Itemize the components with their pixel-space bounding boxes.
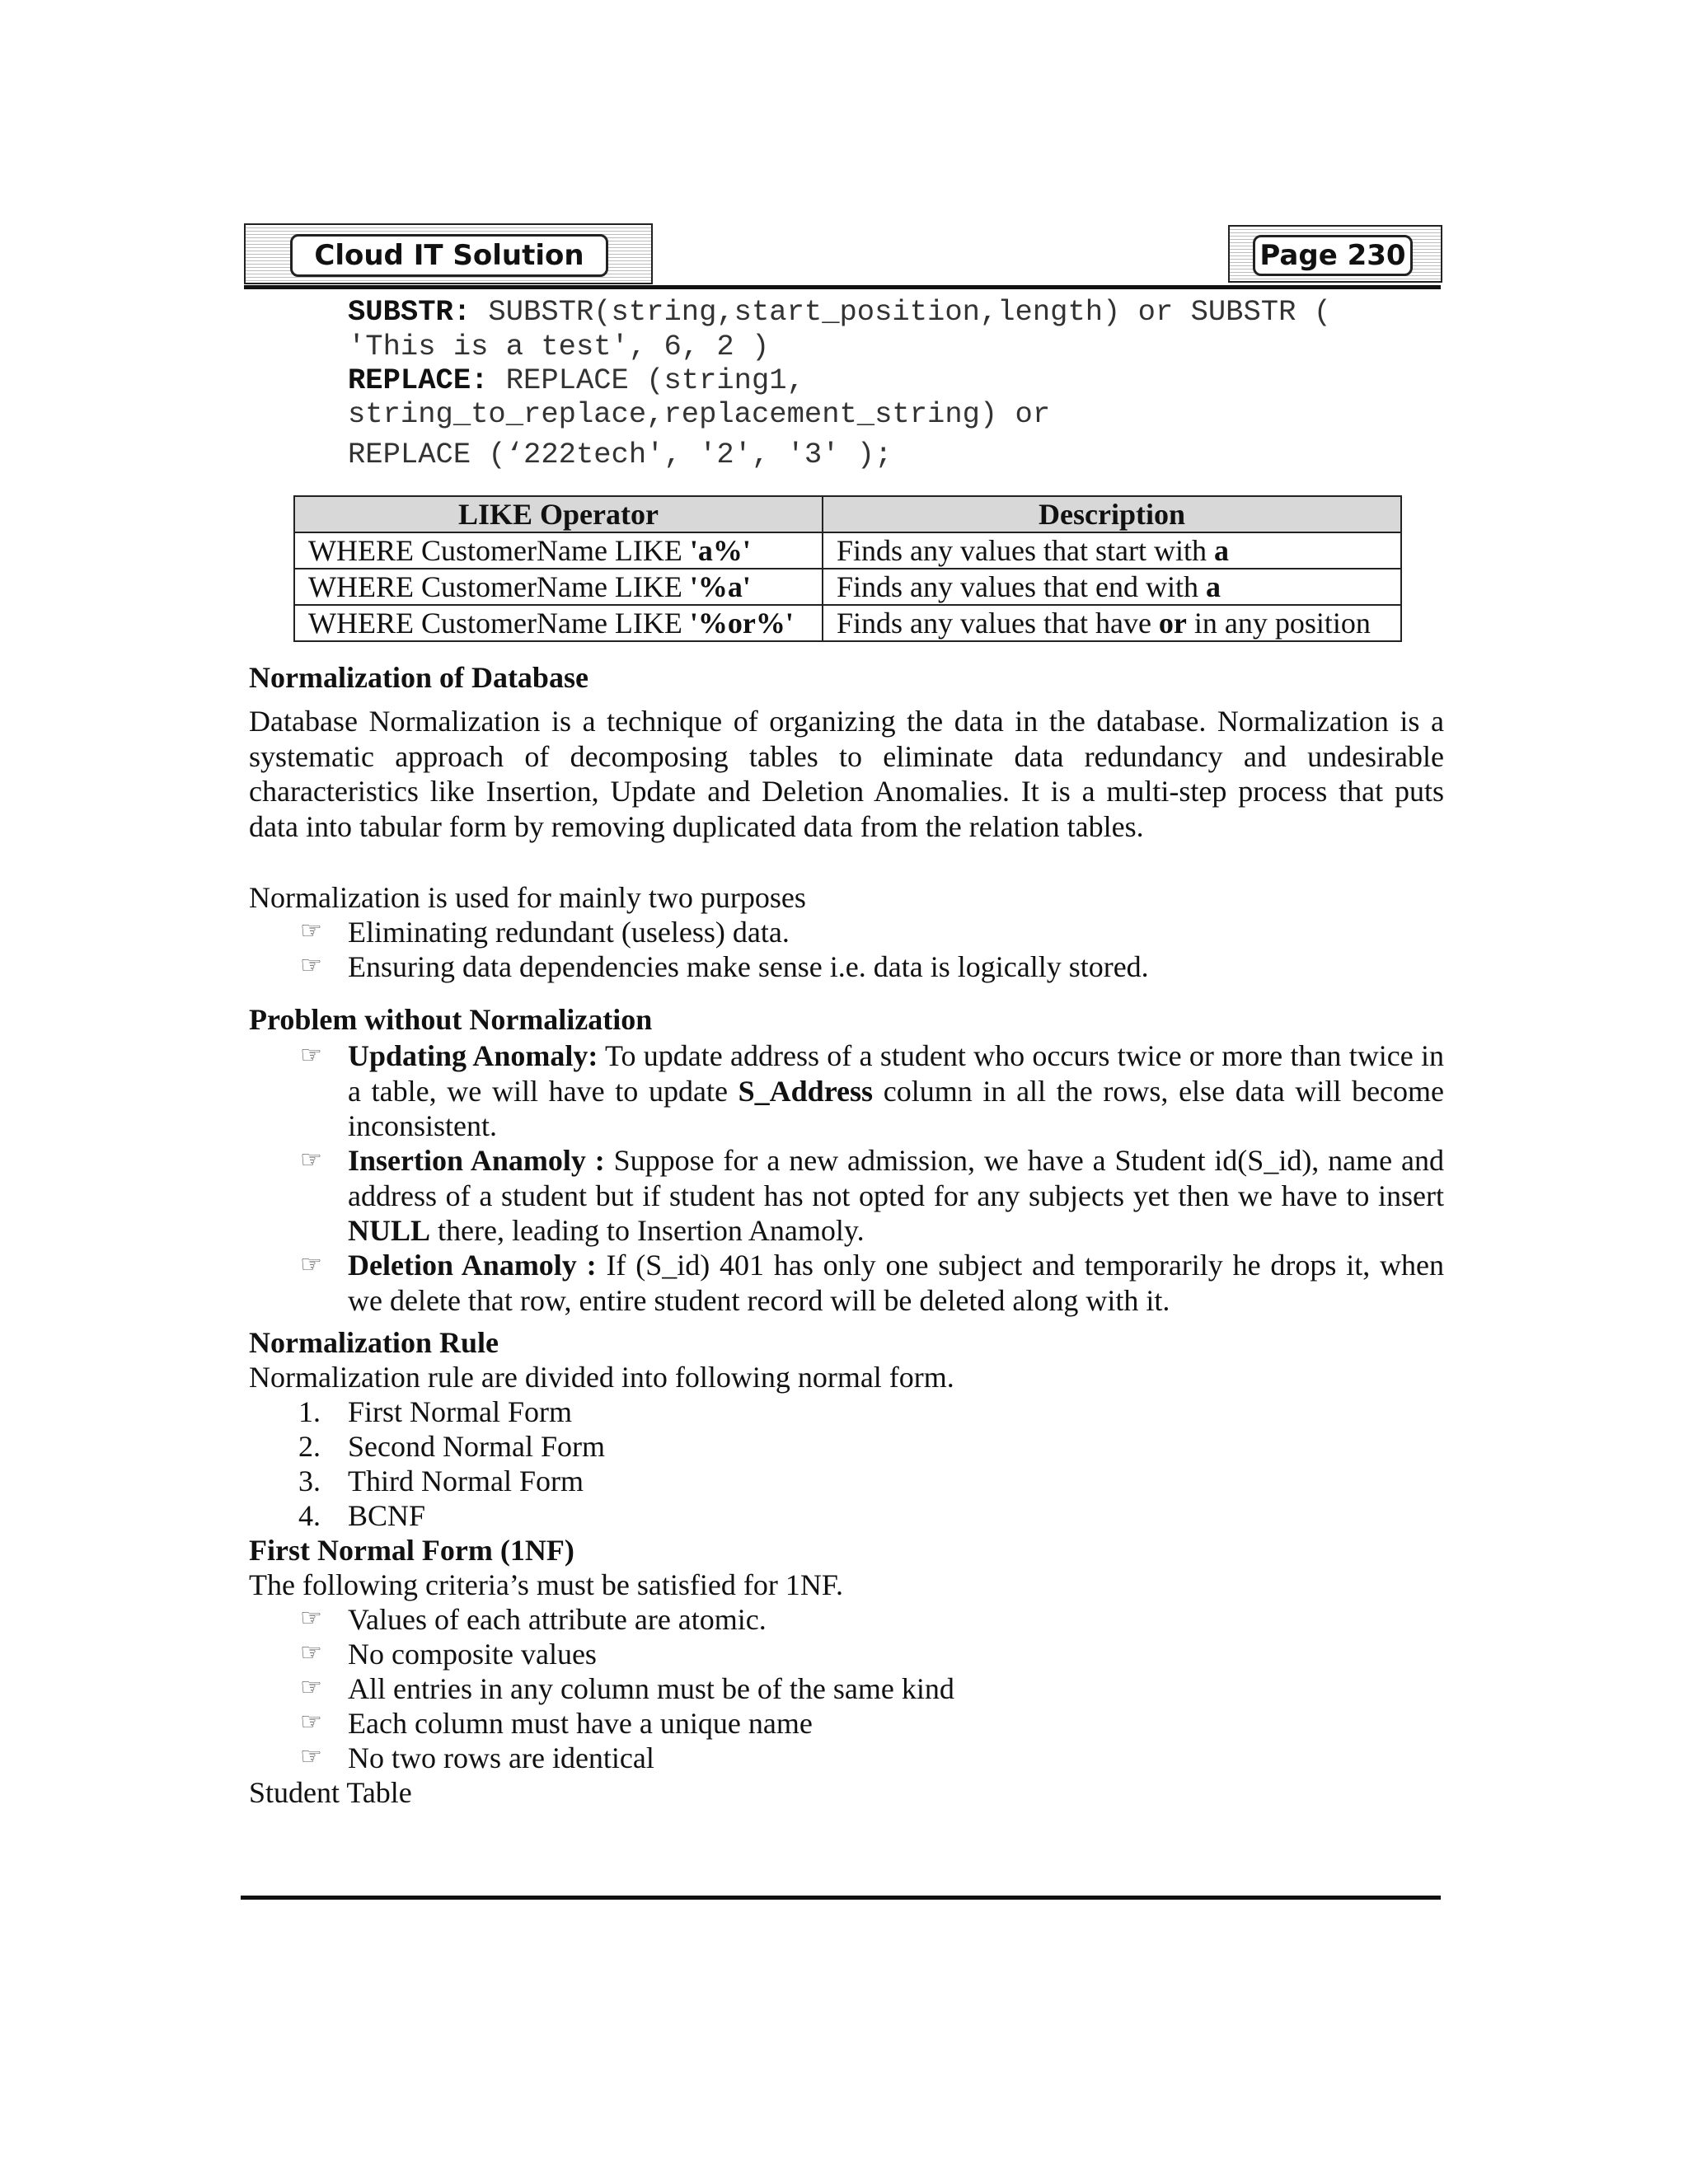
code-substr-line1 [348, 295, 1331, 329]
criteria-item: Each column must have a unique name [348, 1707, 813, 1740]
code-text: REPLACE (string1, [488, 363, 804, 397]
problem-text: Suppose for a new admission, we have a Student id(S_id), name and address of a student but if student has not opted for any subjects yet then we have to insert [348, 1144, 1444, 1212]
problem-item-insertion [348, 1143, 1444, 1249]
table-row [294, 532, 1401, 569]
section-heading-problem: Problem without Normalization [249, 1003, 653, 1036]
problem-item-updating [348, 1038, 1444, 1144]
description-text: Finds any values that start with [837, 534, 1214, 567]
problem-text: If (S_id) 401 has only one subject and temporarily he drops it, when we delete that row, entire student record will be deleted along with it. [348, 1249, 1445, 1317]
description-cell [823, 532, 1401, 569]
section-heading-1nf: First Normal Form (1NF) [249, 1534, 574, 1567]
1nf-intro: The following criteria’s must be satisfied for 1NF. [249, 1568, 843, 1601]
column-header: LIKE Operator [294, 496, 823, 532]
hand-pointing-icon: ☞ [300, 1604, 322, 1633]
page-number: Page 230 [1253, 235, 1413, 276]
table-row [294, 605, 1401, 641]
purposes-intro: Normalization is used for mainly two purposes [249, 881, 806, 914]
code-replace-line3: REPLACE (‘222tech', '2', '3' ); [348, 438, 893, 471]
section-heading-normalization: Normalization of Database [249, 661, 588, 694]
problem-text: there, leading to Insertion Anamoly. [430, 1214, 865, 1247]
problem-term: Updating Anomaly: [348, 1039, 598, 1072]
hand-pointing-icon: ☞ [300, 1638, 322, 1667]
problem-text: column in all the rows, else data will become inconsistent. [348, 1074, 1445, 1142]
code-substr-line2: 'This is a test', 6, 2 ) [348, 330, 770, 363]
section-heading-rule: Normalization Rule [249, 1326, 499, 1359]
criteria-item: No composite values [348, 1638, 597, 1671]
code-keyword: REPLACE: [348, 363, 489, 397]
criteria-item: No two rows are identical [348, 1741, 654, 1774]
operator-cell [294, 605, 823, 641]
criteria-item: Values of each attribute are atomic. [348, 1603, 767, 1636]
table-header-row [294, 496, 1401, 532]
operator-text: WHERE CustomerName LIKE [308, 534, 690, 567]
operator-cell [294, 532, 823, 569]
description-bold: a [1205, 570, 1221, 603]
operator-text: WHERE CustomerName LIKE [308, 607, 690, 640]
column-header: Description [823, 496, 1401, 532]
normalization-paragraph: Database Normalization is a technique of organizing the data in the database. Normalization is a systematic approach of decomposing tables to eliminate data redundancy and undesirable characteristics like Insertion, Update and Deletion Anomalies. It is a multi-step process that puts data into tabular form by removing duplicated data from the relation tables. [249, 705, 1444, 843]
operator-pattern: '%a' [689, 570, 751, 603]
operator-text: WHERE CustomerName LIKE [308, 570, 690, 603]
student-table-label: Student Table [249, 1776, 412, 1809]
code-text: SUBSTR(string,start_position,length) or SUBSTR ( [471, 295, 1331, 329]
operator-cell [294, 569, 823, 605]
operator-pattern: 'a%' [689, 534, 751, 567]
header-rule [244, 285, 1441, 289]
list-number: 2. [298, 1430, 321, 1463]
code-replace-line2: string_to_replace,replacement_string) or [348, 397, 1051, 431]
problem-term: Deletion Anamoly : [348, 1249, 597, 1282]
description-text: in any position [1186, 607, 1371, 640]
table-row [294, 569, 1401, 605]
criteria-item: All entries in any column must be of the same kind [348, 1672, 954, 1705]
normal-form-item: Third Normal Form [348, 1465, 584, 1497]
operator-pattern: '%or%' [689, 607, 794, 640]
list-number: 1. [298, 1395, 321, 1428]
hand-pointing-icon: ☞ [300, 1742, 322, 1771]
footer-rule [241, 1896, 1441, 1900]
description-bold: a [1213, 534, 1229, 567]
problem-text: To update address of a student who occurs twice or more than twice in a table, we will have to update [348, 1039, 1444, 1108]
problem-term: Insertion Anamoly : [348, 1144, 605, 1177]
problem-bold: S_Address [738, 1074, 874, 1108]
description-cell [823, 605, 1401, 641]
purpose-item: Ensuring data dependencies make sense i.e. data is logically stored. [348, 950, 1149, 983]
description-text: Finds any values that end with [837, 570, 1206, 603]
description-cell [823, 569, 1401, 605]
hand-pointing-icon: ☞ [300, 951, 322, 980]
header-title: Cloud IT Solution [290, 234, 608, 277]
normal-form-item: BCNF [348, 1499, 426, 1532]
hand-pointing-icon: ☞ [300, 1146, 322, 1174]
rule-intro: Normalization rule are divided into following normal form. [249, 1361, 954, 1394]
hand-pointing-icon: ☞ [300, 1673, 322, 1702]
problem-bold: NULL [348, 1214, 431, 1247]
description-text: Finds any values that have [837, 607, 1159, 640]
hand-pointing-icon: ☞ [300, 1250, 322, 1279]
hand-pointing-icon: ☞ [300, 1041, 322, 1070]
normal-form-item: Second Normal Form [348, 1430, 605, 1463]
hand-pointing-icon: ☞ [300, 1708, 322, 1736]
problem-item-deletion [348, 1248, 1444, 1318]
list-number: 3. [298, 1465, 321, 1497]
list-number: 4. [298, 1499, 321, 1532]
hand-pointing-icon: ☞ [300, 916, 322, 945]
like-operator-table [293, 495, 1402, 642]
normal-form-item: First Normal Form [348, 1395, 573, 1428]
code-keyword: SUBSTR: [348, 295, 471, 329]
code-replace-line1 [348, 363, 804, 397]
description-bold: or [1158, 607, 1187, 640]
purpose-item: Eliminating redundant (useless) data. [348, 916, 790, 949]
